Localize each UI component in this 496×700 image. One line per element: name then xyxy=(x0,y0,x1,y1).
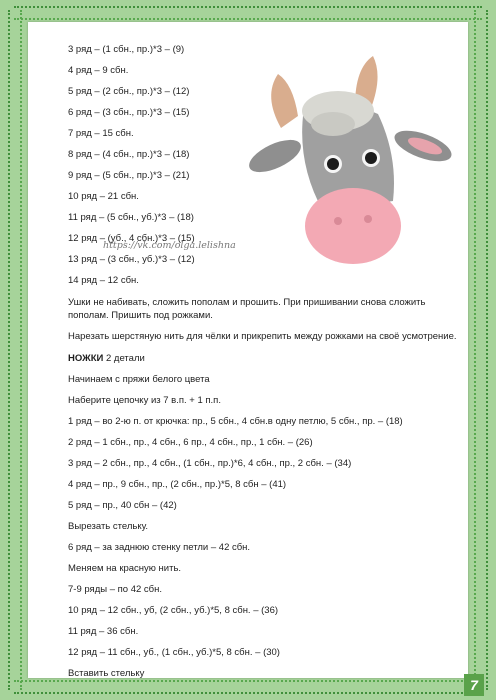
row-line: 14 ряд – 12 сбн. xyxy=(68,275,139,286)
row-line: 4 ряд – 9 сбн. xyxy=(68,65,129,76)
vine-border-bottom xyxy=(14,680,482,694)
row-line: 8 ряд – (4 сбн., пр.)*3 – (18) xyxy=(68,149,190,160)
row-line: 3 ряд – (1 сбн., пр.)*3 – (9) xyxy=(68,44,185,55)
document-page xyxy=(28,22,468,678)
row-line: Вставить стельку xyxy=(68,668,145,679)
instruction-paragraph: Нарезать шерстяную нить для чёлки и прикрепить между рожками на своё усмотрение. xyxy=(68,331,457,342)
row-line: Вырезать стельку. xyxy=(68,521,149,532)
pattern-text xyxy=(68,38,463,680)
row-line: 12 ряд – 11 сбн., уб., (1 сбн., уб.)*5, 8 сбн. – (30) xyxy=(68,647,280,658)
section-heading xyxy=(68,352,463,365)
row-line: 7 ряд – 15 сбн. xyxy=(68,128,134,139)
row-line: 6 ряд – (3 сбн., пр.)*3 – (15) xyxy=(68,107,190,118)
row-line: 13 ряд – (3 сбн., уб.)*3 – (12) xyxy=(68,254,195,265)
row-line: 10 ряд – 12 сбн., уб, (2 сбн., уб.)*5, 8 сбн. – (36) xyxy=(68,605,279,616)
vine-border-top xyxy=(14,6,482,20)
row-line: Меняем на красную нить. xyxy=(68,563,182,574)
page-number-badge: 7 xyxy=(464,674,484,696)
section-subtitle: 2 детали xyxy=(103,353,145,364)
row-line: 1 ряд – во 2-ю п. от крючка: пр., 5 сбн., 4 сбн.в одну петлю, 5 сбн., пр. – (18) xyxy=(68,416,403,427)
instruction-paragraph: Ушки не набивать, сложить пополам и прошить. При пришивании снова сложить пополам. Пришить под рожками. xyxy=(68,297,426,321)
row-line: 11 ряд – 36 сбн. xyxy=(68,626,139,637)
row-line: Наберите цепочку из 7 в.п. + 1 п.п. xyxy=(68,395,221,406)
row-line: 12 ряд – (уб., 4 сбн.)*3 – (15) xyxy=(68,233,195,244)
row-line: 2 ряд – 1 сбн., пр., 4 сбн., 6 пр., 4 сбн., пр., 1 сбн. – (26) xyxy=(68,437,313,448)
section-title: НОЖКИ xyxy=(68,353,104,364)
row-line: 3 ряд – 2 сбн., пр., 4 сбн., (1 сбн., пр.)*6, 4 сбн., пр., 2 сбн. – (34) xyxy=(68,458,352,469)
row-line: 9 ряд – (5 сбн., пр.)*3 – (21) xyxy=(68,170,190,181)
vine-border-left xyxy=(8,10,22,690)
row-line: 11 ряд – (5 сбн., уб.)*3 – (18) xyxy=(68,212,194,223)
row-line: Начинаем с пряжи белого цвета xyxy=(68,374,210,385)
row-line: 10 ряд – 21 сбн. xyxy=(68,191,139,202)
watermark-text: https://vk.com/olga.lelishna xyxy=(103,240,236,251)
row-line: 6 ряд – за заднюю стенку петли – 42 сбн. xyxy=(68,542,251,553)
row-line: 4 ряд – пр., 9 сбн., пр., (2 сбн., пр.)*5, 8 сбн – (41) xyxy=(68,479,287,490)
row-line: 5 ряд – пр., 40 сбн – (42) xyxy=(68,500,177,511)
row-line: 7-9 ряды – по 42 сбн. xyxy=(68,584,162,595)
vine-border-right xyxy=(474,10,488,690)
row-line: 5 ряд – (2 сбн., пр.)*3 – (12) xyxy=(68,86,190,97)
